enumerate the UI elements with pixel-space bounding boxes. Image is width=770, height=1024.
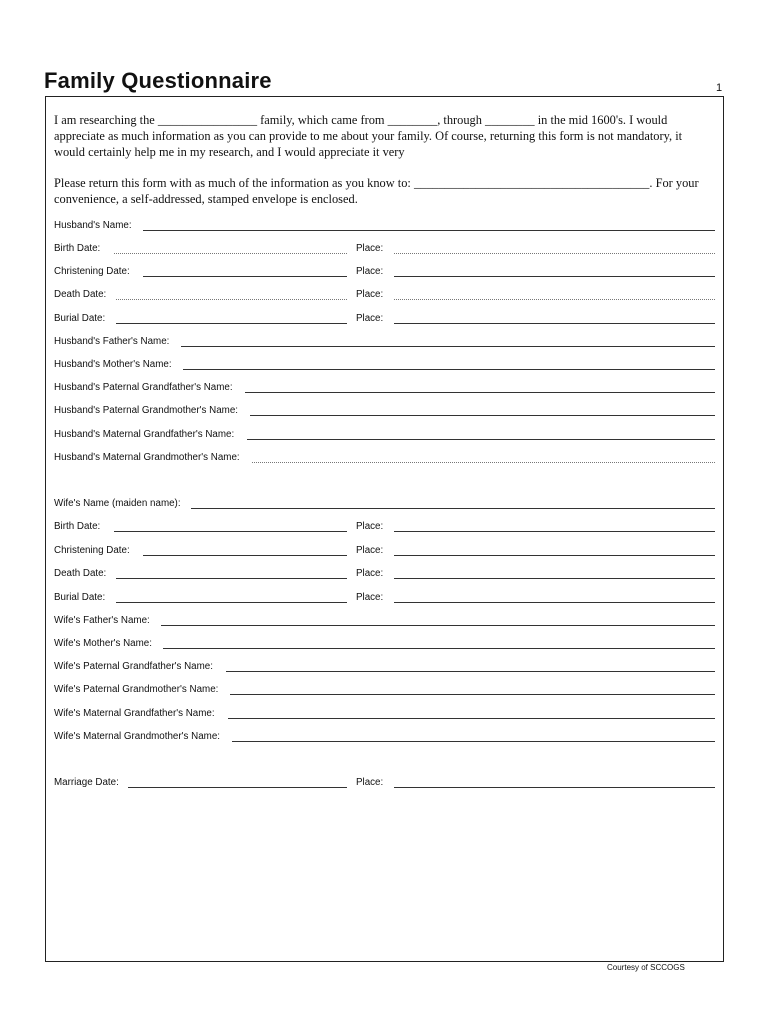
husband-death-place-field[interactable] [394,299,715,300]
wife-name-field[interactable] [191,508,715,509]
husband-mat-grandfather-field[interactable] [247,439,715,440]
wife-mother-row [54,638,715,652]
husband-mother-row [54,359,715,373]
wife-mat-grandmother-label: Wife's Maternal Grandmother's Name: [54,731,220,742]
wife-burial-row [54,592,715,606]
wife-pat-grandmother-field[interactable] [230,694,715,695]
husband-father-field[interactable] [181,346,715,347]
return-instructions: Please return this form with as much of the information as you know to: ______________________________________. For your convenience, a self-addressed, stamped envelope is enclosed. [54,176,699,206]
marriage-date-field[interactable] [128,787,347,788]
wife-christening-place-label: Place: [356,545,384,556]
husband-name-row [54,220,715,234]
wife-death-place-field[interactable] [394,578,715,579]
husband-christening-date-label: Christening Date: [54,266,130,277]
husband-death-date-field[interactable] [116,299,347,300]
wife-christening-place-field[interactable] [394,555,715,556]
page-number: 1 [716,82,723,94]
marriage-place-label: Place: [356,777,384,788]
husband-burial-date-field[interactable] [116,323,347,324]
wife-birth-date-label: Birth Date: [54,521,101,532]
intro-paragraph: I am researching the ________________ family, which came from ________, through ________ in the mid 1600's. I would appreciate as much information as you can provide to me about your family. Of course, returning this form is not mandatory, it would certainly help me in my research, and I would appreciate it very [54,113,683,159]
husband-father-label: Husband's Father's Name: [54,336,170,347]
wife-christening-date-field[interactable] [143,555,347,556]
husband-mat-grandfather-row [54,429,715,443]
husband-pat-grandmother-row [54,405,715,419]
wife-mat-grandfather-row [54,708,715,722]
wife-mat-grandfather-label: Wife's Maternal Grandfather's Name: [54,708,215,719]
husband-birth-place-label: Place: [356,243,384,254]
wife-pat-grandmother-label: Wife's Paternal Grandmother's Name: [54,684,219,695]
wife-mat-grandmother-field[interactable] [232,741,715,742]
wife-burial-place-label: Place: [356,592,384,603]
husband-name-field[interactable] [143,230,715,231]
wife-birth-place-label: Place: [356,521,384,532]
husband-christening-place-label: Place: [356,266,384,277]
wife-death-date-label: Death Date: [54,568,107,579]
wife-death-date-field[interactable] [116,578,347,579]
husband-christening-row [54,266,715,280]
wife-pat-grandfather-field[interactable] [226,671,715,672]
wife-death-place-label: Place: [356,568,384,579]
marriage-row [54,777,715,791]
wife-birth-place-field[interactable] [394,531,715,532]
wife-mother-field[interactable] [163,648,715,649]
husband-christening-date-field[interactable] [143,276,347,277]
husband-burial-place-label: Place: [356,313,384,324]
wife-father-row [54,615,715,629]
husband-mat-grandmother-row [54,452,715,466]
husband-father-row [54,336,715,350]
courtesy-credit: Courtesy of SCCOGS [607,963,685,972]
wife-burial-date-label: Burial Date: [54,592,106,603]
wife-pat-grandfather-row [54,661,715,675]
husband-pat-grandmother-field[interactable] [250,415,715,416]
husband-birth-place-field[interactable] [394,253,715,254]
husband-death-place-label: Place: [356,289,384,300]
wife-name-label: Wife's Name (maiden name): [54,498,181,509]
wife-pat-grandfather-label: Wife's Paternal Grandfather's Name: [54,661,213,672]
wife-christening-date-label: Christening Date: [54,545,130,556]
husband-death-row [54,289,715,303]
husband-birth-row [54,243,715,257]
husband-birth-date-field[interactable] [114,253,347,254]
wife-mother-label: Wife's Mother's Name: [54,638,152,649]
husband-mother-label: Husband's Mother's Name: [54,359,172,370]
wife-pat-grandmother-row [54,684,715,698]
husband-name-label: Husband's Name: [54,220,132,231]
wife-father-field[interactable] [161,625,715,626]
husband-birth-date-label: Birth Date: [54,243,101,254]
husband-mother-field[interactable] [183,369,715,370]
husband-mat-grandmother-field[interactable] [252,462,715,463]
husband-mat-grandfather-label: Husband's Maternal Grandfather's Name: [54,429,235,440]
wife-father-label: Wife's Father's Name: [54,615,150,626]
husband-pat-grandfather-row [54,382,715,396]
marriage-date-label: Marriage Date: [54,777,119,788]
husband-pat-grandfather-label: Husband's Paternal Grandfather's Name: [54,382,233,393]
husband-pat-grandmother-label: Husband's Paternal Grandmother's Name: [54,405,238,416]
husband-burial-date-label: Burial Date: [54,313,106,324]
husband-christening-place-field[interactable] [394,276,715,277]
page-title: Family Questionnaire [44,68,272,93]
husband-burial-place-field[interactable] [394,323,715,324]
husband-mat-grandmother-label: Husband's Maternal Grandmother's Name: [54,452,240,463]
wife-birth-date-field[interactable] [114,531,347,532]
wife-burial-place-field[interactable] [394,602,715,603]
wife-christening-row [54,545,715,559]
husband-death-date-label: Death Date: [54,289,107,300]
husband-pat-grandfather-field[interactable] [245,392,715,393]
marriage-place-field[interactable] [394,787,715,788]
wife-birth-row [54,521,715,535]
wife-mat-grandmother-row [54,731,715,745]
wife-death-row [54,568,715,582]
husband-burial-row [54,313,715,327]
wife-mat-grandfather-field[interactable] [228,718,715,719]
wife-name-row [54,498,715,512]
wife-burial-date-field[interactable] [116,602,347,603]
